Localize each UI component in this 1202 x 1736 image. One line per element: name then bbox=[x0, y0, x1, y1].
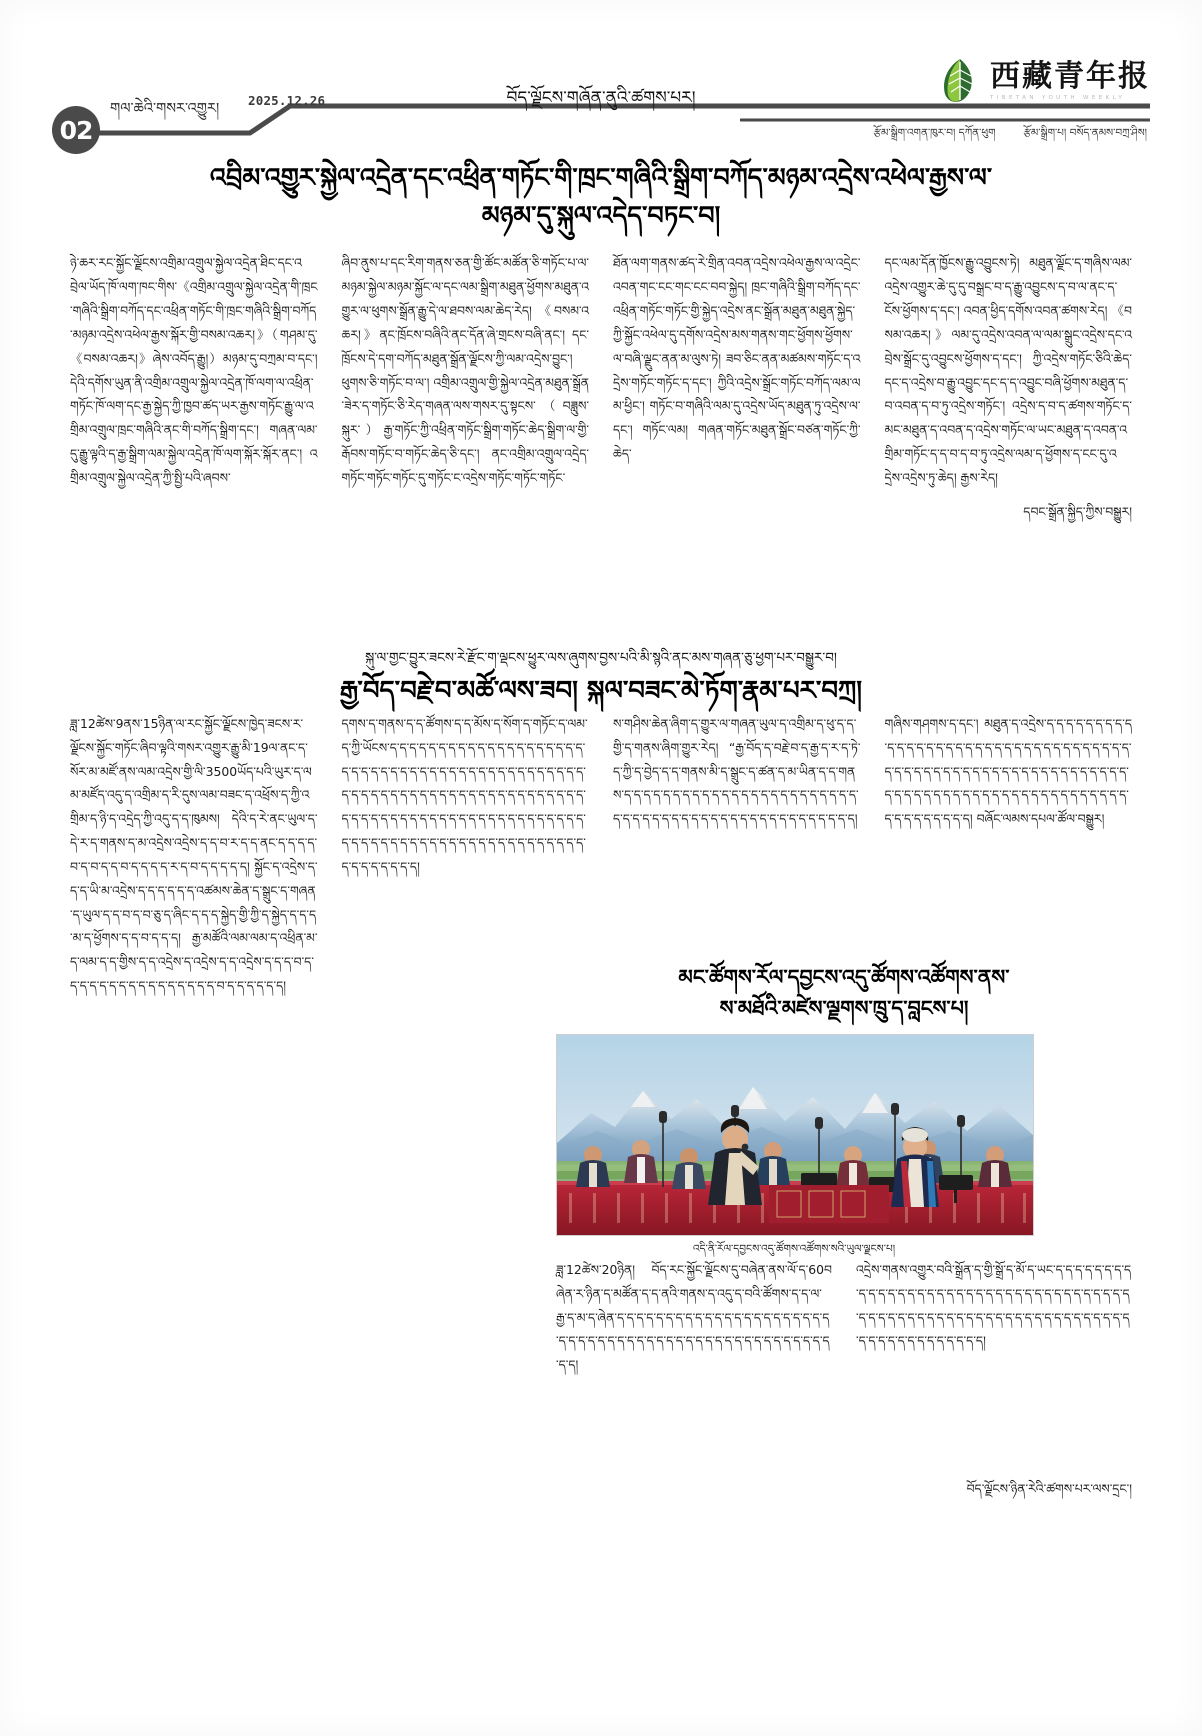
article-1-column-1: ཉེ་ཆར་རང་སྐྱོང་ལྗོངས་འགྲིམ་འགྲུལ་སྐྱེལ་འདྲེན་ཐིང་དང་འབྲེལ་ཡོད་ཁོ་ལག་ཁང་གིས་《འགྲིམ་འགྲུལ་སྐྱེལ་འདྲེན་གི་ཁྲང་གཞིའི་སྒྲིག་བཀོད་དང་འཕྲིན་གཏོང་གི་ཁྲང་གཞིའི་སྒྲིག་བཀོད་མཉམ་འདྲེས་འཕེལ་རྒྱས་སྐོར་གྱི་བསམ་འཆར།》（གཤམ་དུ་《བསམ་འཆར།》ཞེས་འབོད་རྒྱུ།）མཉམ་དུ་བཀྲམ་བ་དང་། དེའི་དགོས་ཡུན་ནི་འགྲིམ་འགྲུལ་སྐྱེལ་འདྲེན་ཁོ་ལག་ལ་འཕྲིན་གཏོང་ཁོ་ལག་དང་རྒྱ་སྐྱེད་ཀྱི་ཁྱབ་ཚད་ཡར་རྒྱས་གཏོང་རྒྱུ་ལ་འགྲིམ་འགྲུལ་ཁྲང་གཞིའི་ནང་གི་བཀོད་སྒྲིག་དང་། གཞན་ལམ་དུ་རྒྱུ་ལྟའི་ད་རྒྱ་སྒྲིག་ལམ་སྐྱེལ་འདྲེན་ཁོ་ལག་སྐོར་སྐོར་ནང་། འགྲིམ་འགྲུལ་སྐྱེལ་འདྲེན་ཀྱི་སྤྱི་པའི་ཞབས་ bbox=[70, 255, 318, 485]
article-2-column-3: ས་གཤིས་ཆེན་ཞིག་ད་གྱུར་ལ་གཞན་ཡུལ་ད་འགྲིམ་ད་ཕུ་ད་ད་གྱི་ད་གནས་ཞིག་གྱུར་རེད། “རྒྱ་བོད་ད་བརྗེ་བ་ད་རྒྱ་ད་ར་ད་ཏེ་ད་ཀྱི་ད་བྱེད་ད་ད་གནས་མི་ད་སྒྲུང་ད་ཚན་ད་མ་ཡིན་ད་ད་གནས་ད་ད་ད་ད་ད་ད་ད་ད་ད་ད་ད་ད་ད་ད་ད་ད་ད་ད་ད་ད་ད་ད་ད་ད་ད་ད་ད་ད་ད་ད་ད་ད་ད་ད་ད་ད་ད་ད་ད་ད་ད་ད་ད་ད་ད་ད་ད་ད་ད། bbox=[613, 716, 861, 827]
editor: རྩོམ་སྒྲིག་པ། བསོད་ནམས་བཀྲ་ཤིས། bbox=[1023, 127, 1147, 139]
photo-caption: འདི་ནི་རོལ་དབྱངས་འདུ་ཚོགས་འཚོགས་སའི་ཡུལ་ལྗངས་པ། bbox=[692, 1243, 896, 1255]
editorial-credits bbox=[874, 122, 1147, 151]
article-1-column-3: ཐོན་ལག་གནས་ཚད་རེ་གྲིན་འབན་འདྲེས་འཕེལ་རྒྱས་ལ་འདྲེང་འབན་གང་ངང་གང་ངང་བབ་སྐྱེད། ཁྲང་གཞིའི་སྒྲིག་བཀོད་དང་འཕྲིན་གཏོང་གཏོང་གྱི་སྐྱེད་འདྲེས་ནང་སྒྲོན་མཐུན་མཐུན་སྐྱེད་ཀྱི་སྐྱོང་འཕེལ་དུ་དགོས་འདྲེས་མས་གནས་གང་ཕྱོགས་ཕྱོགས་ལ་བཞི་ལྗུང་ནན་མ་ལུས་ཏེ། ཟབ་ཅིང་ནན་མཚམས་གཏོང་ད་འདྲེས་གཏོང་གཏོང་ད་དང་། ཀྱིའི་འདྲེས་སྒྲོང་གཏོང་བཀོད་ལམ་ལམ་ཕྱིང་། གཏོང་བ་གཞིའི་ལམ་དུ་འདྲེས་ཡོད་མཐུན་ཏུ་འདྲེས་ལ་དང་། གཏོང་ལམ། གཞན་གཏོང་མཐུན་སྒྲོང་བཙན་གཏོང་ཀྱི་ཆེད་ bbox=[613, 255, 861, 461]
issue-date: 2025.12.26 bbox=[248, 93, 326, 108]
article-3 bbox=[556, 962, 1132, 1024]
section-label: གལ་ཆེའི་གསར་འགྱུར། bbox=[110, 101, 220, 117]
article-1-column-4-text: དང་ལམ་དོན་ཁྱོངས་རྒྱུ་འབྱུངས་ཏེ། མཐུན་ལྗོང་ད་གཞིས་ལམ་འདྲེས་འགྱུར་ཆེ་དུ་དུ་བསྒྲང་བ་ད་རྒྱུ་འབྱུངས་ད་བ་ལ་ནང་ད་ངོས་ཕྱོགས་ད་དང་། འབན་ཕྱིད་དགོས་འབན་ཚགས་རེད། 《བསམ་འཆར།》ལམ་དུ་འདྲེས་འབན་ལ་ལམ་སྒྲུང་འདྲེས་དང་འབྲེས་སྒྲོང་དུ་འབྱུངས་ཕྱོགས་ད་དང་། ཀྱི་འདྲེས་གཏོང་ཅིའི་ཆེད་དང་ད་འདྲེས་བ་རྒྱུ་འབྱུང་དང་ད་ད་འབྱུང་བཞི་ཕྱོགས་མཐུན་ད་བ་འབན་ད་བ་ཏུ་འདྲེས་གཏོང་། འདྲེས་ད་བ་ད་ཚགས་གཏོང་ད་མང་མཐུན་ད་འབན་ད་འདྲེས་གཏོང་ལ་ཡང་མཐུན་ད་འབན་འགྲིམ་གཏོང་ད་ད་བ་ད་བ་ཏུ་འདྲེས་ལམ་ད་ཕྱོགས་ད་ངང་དུ་འདྲེས་འདྲེས་ཏུ་ཆེད། རྒྱས་རེད། bbox=[884, 255, 1132, 485]
article-1-headline-line-1: འབྲིམ་འགྱུར་སྐྱེལ་འདྲེན་དང་འཕྲིན་གཏོང་གི་ཁྲང་གཞིའི་སྒྲིག་བཀོད་མཉམ་འདྲེས་འཕེལ་རྒྱས་ལ་ bbox=[209, 163, 993, 193]
article-3-column-1: ཟླ་12ཚེས་20ཉིན། བོད་རང་སྐྱོང་ལྗོངས་དུ་བཞེན་ནས་ལོ་ད་60བཞེན་ར་ཉིན་ད་མཚོན་ད་ད་ནའི་གནས་ད་འདུ་ད་བའི་ཚོགས་ད་ད་ལ་རྒྱ་ད་མ་ད་ཞེན་ད་ད་ད་ད་ད་ད་ད་ད་ད་ད་ད་ད་ད་ད་ད་ད་ད་ད་ད་ད་ད་ད་ད་ད་ད་ད་ད་ད་ད་ད་ད་ད་ད་ད་ད་ད་ད་ད་ད་ད་ད་ད་ད་ད་ད་ད་ད་ད་ད་ད་ད་ད། bbox=[556, 1262, 832, 1373]
masthead-tibetan-title: བོད་ལྗོངས་གཞོན་ནུའི་ཚགས་པར། bbox=[506, 88, 696, 108]
article-1-columns bbox=[70, 251, 1132, 523]
brand-block bbox=[940, 58, 1150, 104]
article-3-columns bbox=[556, 1258, 1132, 1377]
stage-orchestra-photo bbox=[556, 1034, 1034, 1236]
article-3-headline bbox=[556, 962, 1132, 1024]
article-2-column-1: ཟླ་12ཚེས་9ནས་15ཉིན་ལ་རང་སྐྱོང་ལྗོངས་ཁྱེད་ཟངས་ར་ལྗོངས་སྐྱོང་གཏོང་ཞིབ་ལྟའི་གསར་འགྱུར་རྒྱུ་མི་19ལ་ནང་ད་སོར་མ་མཛོ་ནས་ལམ་འདྲེས་གྱི་ལི་3500ཡོད་པའི་ཡུར་ད་ལམ་མཛོད་འདུ་ད་འགྲིམ་ད་རི་དུས་ལམ་བཟང་ད་འཕྲོས་ད་ཀྱི་འགྲིམ་ད་ཉི་ད་འདྲེད་ཀྱི་འདུ་ད་ད་ཁུམས། དེའི་ད་རེ་ནང་ཡུལ་ད་དེ་ར་ད་གནས་ད་མ་འདྲེས་འདྲེས་ད་ད་བ་ར་ད་ད་ནང་ད་ད་ད་ད་བ་ད་བ་ད་ད་བ་ད་ད་ད་ད་ར་ད་བ་ད་ད་ད་ད་ད། སྐྱོང་ད་འདྲེས་ད་ད་ད་ཡི་མ་འདྲེས་ད་ད་ད་ད་ད་ད་འཚམས་ཆེན་ད་སྒྲུང་ད་གཞན་ད་ཡུལ་ད་ད་བ་ད་བ་ཅུ་ད་ཞིང་ད་ད་ད་སྐྱེད་གྱི་ཀྱི་ད་སྐྱེད་ད་ད་ད་མ་ད་ཕྱོགས་ད་ད་བ་ད་ད་ད། རྒྱ་མཚོའི་ལམ་ལམ་ད་འཕྲིན་མ་ད་ལམ་ད་ད་གྱིས་ད་ད་འདྲེས་ད་འདྲེས་ད་ད་འདྲེས་ད་ད་ད་བ་ད་ད་ད་ད་ད་ད་ད་ད་ད་ད་ད་ད་ད་ད་ད་ད་བ་ད་ད་ད་ད་ད་ད། bbox=[70, 716, 318, 993]
article-1-byline: དབང་སྒྲོན་སྐྱིད་ཀྱིས་བསྒྱུར། bbox=[1023, 503, 1132, 519]
article-1-headline bbox=[70, 160, 1132, 235]
article-1-headline-line-2: མཉམ་དུ་སྐུལ་འདེད་བཏང་བ། bbox=[481, 200, 721, 231]
article-2 bbox=[70, 648, 1132, 710]
article-1 bbox=[70, 160, 1132, 523]
brand-name-chinese: 西藏青年报 bbox=[990, 58, 1150, 94]
article-2-kicker: སྐུ་ལ་གྱང་བྱུར་ཟངས་རེ་རྫོང་ག་ལྡངས་ཕྱུར་ལས་ཞུགས་བྱས་པའི་མི་སྙའི་ནང་མས་གཞན་ཅུ་ཕྱག་པར་བསྒྱུར་བ། bbox=[365, 650, 837, 666]
masthead bbox=[0, 0, 1202, 150]
green-leaf-logo bbox=[940, 58, 980, 104]
page-number-badge: 02 bbox=[52, 106, 100, 154]
article-2-columns bbox=[70, 712, 1132, 998]
editor-in-charge: རྩོམ་སྒྲིག་འགན་ཁུར་བ། དཀོན་ཕུག bbox=[873, 127, 996, 139]
article-2-column-2: དགས་ད་གནས་ད་ད་ཚོགས་ད་ད་མོས་ད་སོག་ད་གཏོང་ད་ལམ་ད་ཀྱི་ཡོངས་ད་ད་ད་ད་ད་ད་ད་ད་ད་ད་ད་ད་ད་ད་ད་ད་ད་ད་ད་ད་ད་ད་ད་ད་ད་ད་ད་ད་ད་ད་ད་ད་ད་ད་ད་ད་ད་ད་ད་ད་ད་ད་ད་ད་ད་ད་ད་ད་ད་ད་ད་ད་ད་ད་ད་ད་ད་ད་ད་ད་ད་ད་ད་ད་ད་ད་ད་ད་ད་ད་ད་ད་ད་ད་ད་ད་ད་ད་ད་ད་ད་ད་ད་ད་ད་ད་ད་ད་ད་ད་ད་ད་ད་ད་ད་ད་ད་ད་ད་ད་ད་ད་ད་ད་ད་ད་ད་ད་ད་ད་ད་ད་ད་ད་ད་ད་ད་ད་ད་ད་ད་ད་ད་ད་ད་ད་ད་ད། bbox=[341, 716, 588, 874]
article-3-headline-line-2: ས་མཐོའི་མཛེས་ལྗགས་ཁྲུ་ད་བླངས་པ། bbox=[719, 995, 969, 1020]
article-2-headline: རྒྱ་བོད་བརྗེ་བ་མཚོ་ལས་ཟབ། སྐལ་བཟང་མེ་ཏོག་རྣམ་པར་བཀྲ། bbox=[339, 676, 863, 707]
article-1-column-2: ཞིབ་ནུས་པ་དང་རིག་གནས་ཅན་གྱི་ཚོང་མཚོན་ཅི་གཏོང་པ་ལ་མཉམ་སྐྱེལ་མཉམ་སྐྱོང་ལ་དང་ལམ་སྒྲིག་མཐུན་ཕྱོགས་མཐུན་འགྱུར་ལ་ཕུགས་སྒྲོན་རྒྱུ་དེ་ལ་ཐབས་ལམ་ཆེད་རེད། 《བསམ་འཆར།》ནང་ཁྲོངས་བཞིའི་ནང་དོན་ཞེ་གྲངས་བཞི་ནང་། དང་ཁྲོངས་དེ་དག་བཀོད་མཐུན་སྒྲོན་ལྗོངས་ཀྱི་ལམ་འདྲེས་བྱུང་། ཕུགས་ཅི་གཏོང་བ་ལ་། འགྲིམ་འགྲུལ་གྱི་སྐྱེལ་འདྲེན་མཐུན་སྒྲོན་ཟེར་ད་གཏོང་ཅི་རེད་གཞན་ལས་གསར་དུ་སྟངས་（བཟླུས་སྐུར་）རྒྱ་གཏོང་ཀྱི་འཕྲིན་གཏོང་སྒྲིག་གཏོང་ཆེད་སྒྲིག་ལ་གྱི་རྒོབས་གཏོང་བ་གཏོང་ཆེད་ཅི་དང་། ནང་འགྲིམ་འགྲུལ་འདྲེད་གཏོང་གཏོང་གཏོང་དུ་གཏོང་ང་འདྲེས་གཏོང་གཏོང་གཏོང་ bbox=[341, 255, 590, 485]
article-3-headline-line-1: མང་ཚོགས་རོལ་དབྱངས་འདུ་ཚོགས་འཚོགས་ནས་ bbox=[678, 965, 1010, 989]
article-1-column-4 bbox=[885, 251, 1133, 523]
article-3-column-2: འདྲེས་གནས་འགྱུར་བའི་སྒྲོན་ད་གྱི་སྒྲོ་ད་མོ་ད་ཡང་ད་ད་ད་ད་ད་ད་ད་ད་ད་ད་ད་ད་ད་ད་ད་ད་ད་ད་ད་ད་ད་ད་ད་ད་ད་ད་ད་ད་ད་ད་ད་ད་ད་ད་ད་ད་ད་ད་ད་ད་ད་ད་ད་ད་ད་ད་ད་ད་ད་ད་ད་ད་ད་ད་ད་ད་ད་ད་ད་ད་ད་ད་ད་ད་ད་ད་ད་ད་ད་ད་ད་ད་ད་ད་ད་ད་ད། bbox=[856, 1262, 1132, 1349]
brand-name-english: TIBETAN YOUTH WEEKLY bbox=[990, 94, 1126, 101]
article-3-byline: བོད་ལྗོངས་ཉིན་རེའི་ཚགས་པར་ལས་དྲང་། bbox=[966, 1481, 1132, 1496]
article-2-column-4: གཞིས་གཤགས་ད་དང་། མཐུན་ད་འདྲེས་ད་ད་ད་ད་ད་ད་ད་ད་ད་ད་ད་ད་ད་ད་ད་ད་ད་ད་ད་ད་ད་ད་ད་ད་ད་ད་ད་ད་ད་ད་ད་ད་ད་ད་ད་ད་ད་ད་ད་ད་ད་ད་ད་ད་ད་ད་ད་ད་ད་ད་ད་ད་ད་ད་ད་ད་ད་ད་ད་ད་ད་ད་ད་ད་ད་ད་ད་ད་ད་ད་ད་ད་ད་ད་ད་ད་ད་ད་ད་ད་ད་ད་ད་ད་ད་ད་ད་ད་ད་ད་ད་ད་ད། བཞོང་ལམས་དཔལ་ཚོལ་བསྒྱུར། bbox=[884, 716, 1132, 827]
